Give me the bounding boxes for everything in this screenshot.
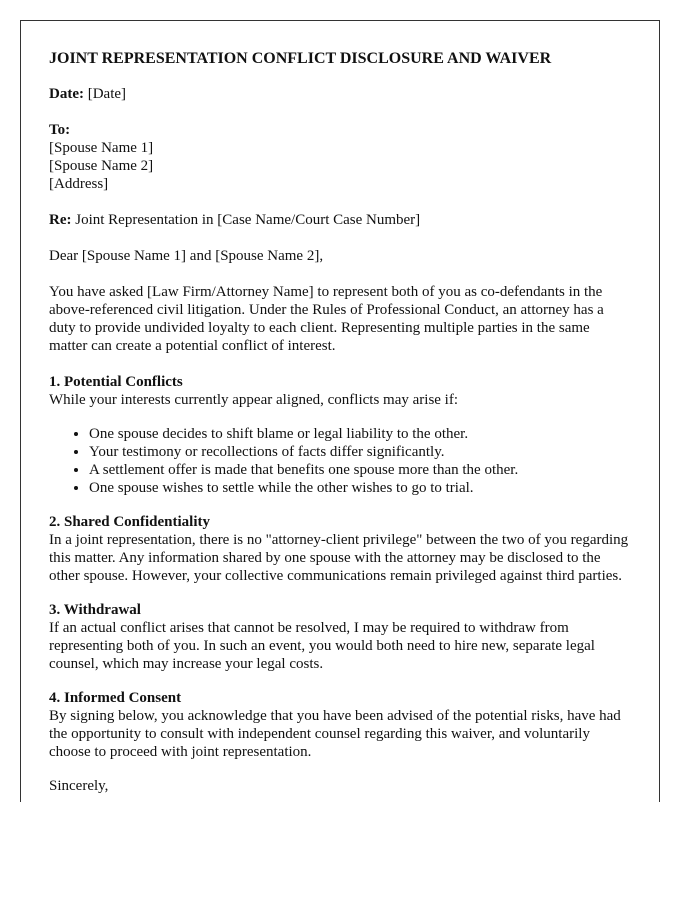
section-shared-confidentiality xyxy=(49,513,631,585)
re-line xyxy=(49,211,631,229)
list-item: • One spouse decides to shift blame or legal liability to the other. xyxy=(89,425,631,443)
section-informed-consent xyxy=(49,689,631,761)
section-text: In a joint representation, there is no "attorney-client privilege" between the two of you regarding this matter. Any information shared by one spouse with the attorney may be disclosed to the other spouse. However, your collective communications remain privileged against third parties. xyxy=(49,532,629,584)
section-text: If an actual conflict arises that cannot be resolved, I may be required to withdraw from representing both of you. In such an event, you would both need to hire new, separate legal counsel, which may increase your legal costs. xyxy=(49,620,595,672)
section-withdrawal xyxy=(49,601,631,673)
intro-paragraph: You have asked [Law Firm/Attorney Name] to represent both of you as co-defendants in the above-referenced civil litigation. Under the Rules of Professional Conduct, an attorney has a duty to provide undivided loyalty to each client. Representing multiple parties in the same matter can create a potential conflict of interest. xyxy=(49,284,604,354)
section-heading: 1. Potential Conflicts xyxy=(49,374,183,390)
recipient-line: [Spouse Name 1] xyxy=(49,140,154,156)
section-potential-conflicts xyxy=(49,373,631,497)
conflict-list xyxy=(49,425,631,497)
date-label: Date: xyxy=(49,86,84,102)
section-text: By signing below, you acknowledge that you have been advised of the potential risks, have had the opportunity to consult with independent counsel regarding this waiver, and voluntarily choose to proceed with joint representation. xyxy=(49,708,621,760)
list-item: • Your testimony or recollections of facts differ significantly. xyxy=(89,443,631,461)
date-line xyxy=(49,85,631,103)
salutation: Dear [Spouse Name 1] and [Spouse Name 2], xyxy=(49,248,324,264)
section-heading: 4. Informed Consent xyxy=(49,690,182,706)
list-item: • One spouse wishes to settle while the other wishes to go to trial. xyxy=(89,479,631,497)
section-text: While your interests currently appear aligned, conflicts may arise if: xyxy=(49,392,459,408)
section-heading: 2. Shared Confidentiality xyxy=(49,514,210,530)
letter-page xyxy=(20,20,660,802)
to-label: To: xyxy=(49,122,71,138)
date-value: [Date] xyxy=(87,86,127,102)
recipient-line: [Spouse Name 2] xyxy=(49,158,154,174)
list-item: • A settlement offer is made that benefits one spouse more than the other. xyxy=(89,461,631,479)
re-label: Re: xyxy=(49,212,72,228)
re-value: Joint Representation in [Case Name/Court Case Number] xyxy=(75,212,421,228)
recipient-address: [Address] xyxy=(49,176,109,192)
recipient-block xyxy=(49,121,631,193)
closing: Sincerely, xyxy=(49,778,109,794)
section-heading: 3. Withdrawal xyxy=(49,602,141,618)
document-title: JOINT REPRESENTATION CONFLICT DISCLOSURE AND WAIVER xyxy=(49,50,552,67)
